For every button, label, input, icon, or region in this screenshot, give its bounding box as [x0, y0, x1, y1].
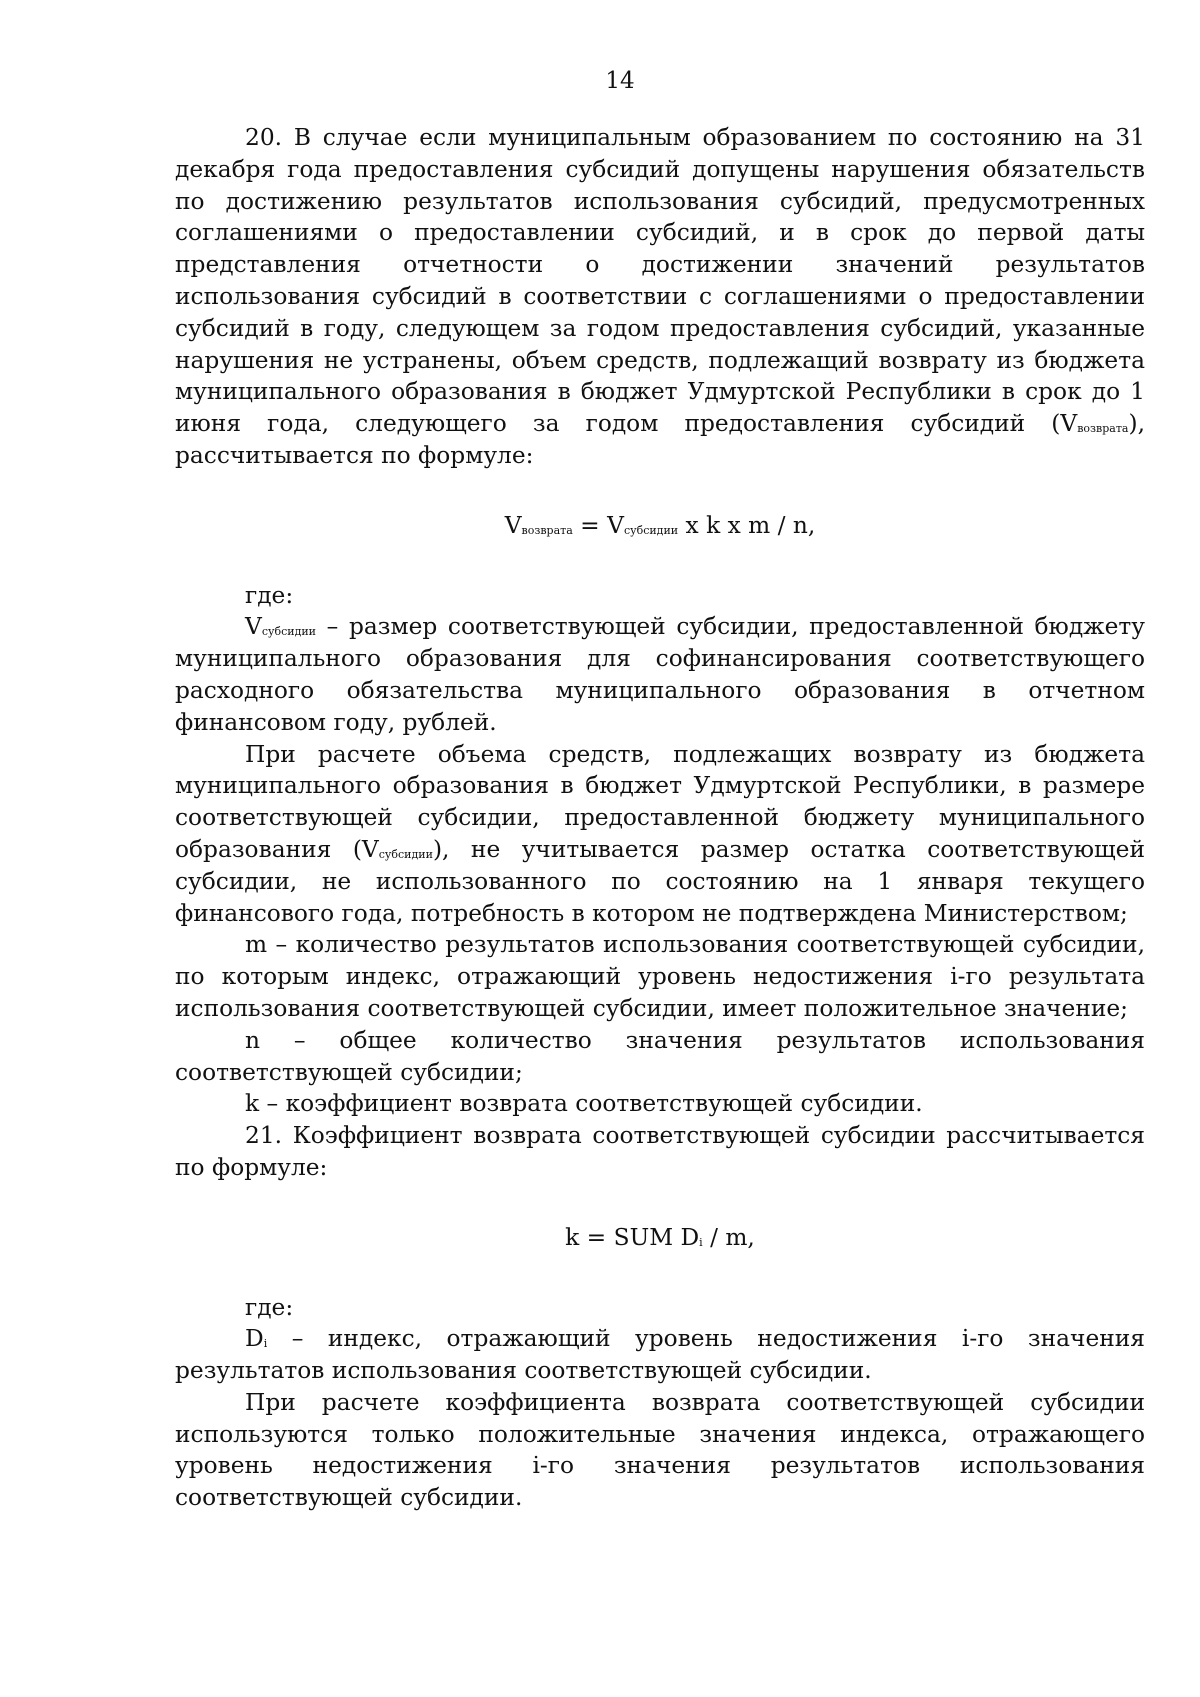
- where-label-1: где:: [245, 581, 294, 609]
- definition-k: k – коэффициент возврата соответствующей субсидии.: [245, 1090, 923, 1118]
- paragraph-20: [175, 122, 1145, 472]
- definition-d-text: – индекс, отражающий уровень недостижения i-го значения результатов использования соответствующей субсидии.: [175, 1325, 1145, 1385]
- note-calculation-sub: субсидии: [378, 847, 433, 861]
- paragraph-21: 21. Коэффициент возврата соответствующей субсидии рассчитывается по формуле:: [175, 1122, 1145, 1181]
- paragraph-20-tail: ), рассчитывается по формуле:: [175, 410, 1145, 469]
- note-calculation-text: При расчете объема средств, подлежащих возврату из бюджета муниципального образования в бюджет Удмуртской Республики, в размере соответствующей субсидии, предоставленной бюджету муниципального образования (V: [175, 740, 1145, 863]
- definition-m: m – количество результатов использования соответствующей субсидии, по которым индекс, отражающий уровень недостижения i-го результата использования соответствующей субсидии, имеет положительное значение;: [175, 931, 1145, 1022]
- formula-1-lhs: V: [504, 511, 522, 539]
- definition-v-text: – размер соответствующей субсидии, предоставленной бюджету муниципального образования для софинансирования соответствующего расходного обязательства муниципального образования в отчетном финансовом году, рублей.: [175, 613, 1145, 736]
- formula-2-sub: i: [699, 1235, 703, 1249]
- note-calculation-tail: ), не учитывается размер остатка соответствующей субсидии, не использованного по состоянию на 1 января текущего финансового года, потребность в котором не подтверждена Министерством;: [175, 835, 1145, 927]
- formula-1-lhs-sub: возврата: [521, 523, 573, 537]
- document-body: [175, 122, 1145, 1514]
- formula-1-rhs-sub: субсидии: [623, 523, 679, 537]
- formula-coefficient: [175, 1222, 1145, 1254]
- definition-d: [175, 1323, 1145, 1387]
- formula-1-eq: = V: [572, 511, 624, 539]
- definition-v-symbol: V: [245, 613, 262, 641]
- definition-d-sub: i: [263, 1337, 268, 1351]
- note-coefficient: При расчете коэффициента возврата соответствующей субсидии используются только положительные значения индекса, отражающего уровень недостижения i-го значения результатов использования соответствующей субсидии.: [175, 1388, 1145, 1512]
- formula-return-volume: [175, 510, 1145, 542]
- paragraph-20-label: 20.: [245, 124, 283, 151]
- subscript-return: возврата: [1077, 422, 1129, 436]
- paragraph-20-text: В случае если муниципальным образованием по состоянию на 31 декабря года предоставления субсидий допущены нарушения обязательств по достижению результатов использования субсидий, предусмотренных соглашениями о предоставлении субсидий, и в срок до первой даты представления отчетности о достижении значений результатов использования субсидий в соответствии с соглашениями о предоставлении субсидий в году, следующем за годом предоставления субсидий, указанные нарушения не устранены, объем средств, подлежащий возврату из бюджета муниципального образования в бюджет Удмуртской Республики в срок до 1 июня года, следующего за годом предоставления субсидий (V: [175, 124, 1145, 438]
- page-number: 14: [605, 68, 635, 94]
- definition-v-sub: субсидии: [261, 625, 317, 639]
- definition-n: n – общее количество значения результатов использования соответствующей субсидии;: [175, 1026, 1145, 1086]
- where-label-2: где:: [245, 1293, 294, 1321]
- formula-1-rest: x k x m / n,: [678, 511, 816, 539]
- definition-d-symbol: D: [245, 1325, 264, 1353]
- note-calculation: [175, 739, 1145, 930]
- formula-2-lhs: k = SUM D: [565, 1223, 700, 1251]
- definition-v-subsidy: [175, 611, 1145, 738]
- formula-2-rest: / m,: [702, 1223, 755, 1251]
